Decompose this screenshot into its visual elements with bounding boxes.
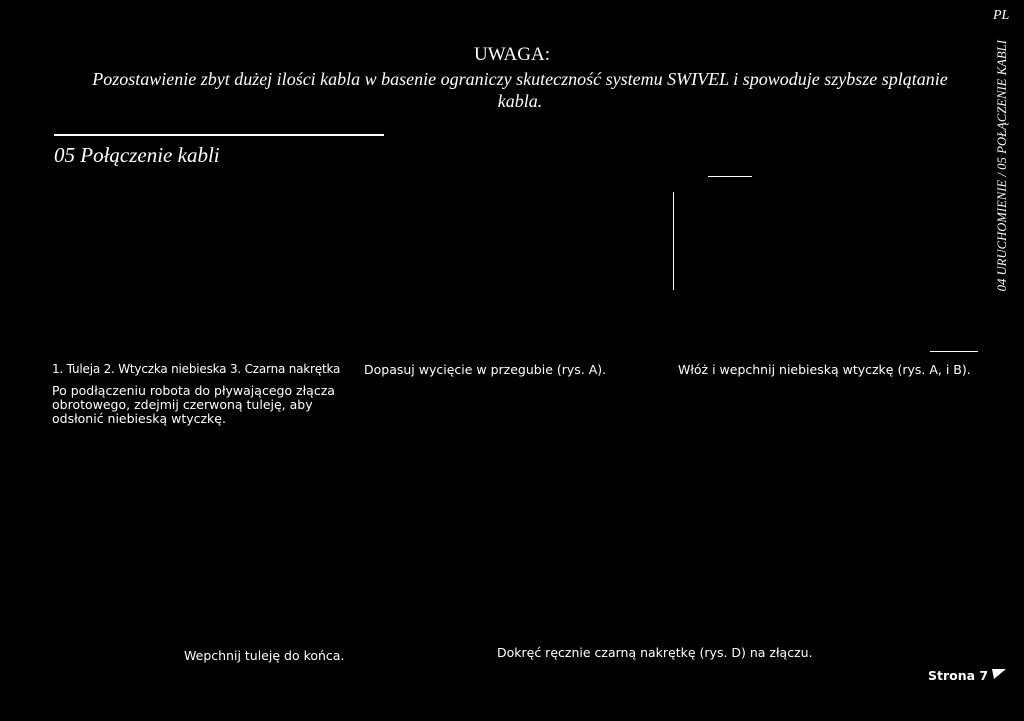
figure-rule-vertical (673, 192, 674, 290)
figure-rule (708, 176, 752, 177)
parts-legend: 1. Tuleja 2. Wtyczka niebieska 3. Czarna nakrętka (52, 362, 341, 376)
section-title: 05 Połączenie kabli (54, 143, 220, 167)
figure-rule-right (930, 351, 978, 352)
section-divider (54, 134, 384, 136)
step-2-caption: Dopasuj wycięcie w przegubie (rys. A). (364, 362, 607, 377)
step-4-caption: Wepchnij tuleję do końca. (184, 648, 345, 663)
page-footer (928, 668, 1007, 683)
side-breadcrumb (995, 40, 1019, 330)
language-code: PL (993, 8, 1010, 23)
step-5-caption: Dokręć ręcznie czarną nakrętkę (rys. D) na złączu. (497, 645, 813, 660)
step-3-caption: Włóż i wepchnij niebieską wtyczkę (rys. A, i B). (678, 362, 971, 377)
step-1-caption: Po podłączeniu robota do pływającego złącza obrotowego, zdejmij czerwoną tuleję, aby odsłonić niebieską wtyczkę. (52, 383, 335, 426)
side-breadcrumb-label: 04 URUCHOMIENIE / 05 POŁĄCZENIE KABLI (995, 40, 1009, 292)
page-corner-arrow-icon (991, 668, 1007, 683)
page-number: Strona 7 (928, 668, 989, 683)
warning-heading: UWAGA: (474, 44, 550, 65)
warning-text: Pozostawienie zbyt dużej ilości kabla w basenie ograniczy skuteczność systemu SWIVEL i spowoduje szybsze splątanie kabla. (92, 69, 948, 111)
